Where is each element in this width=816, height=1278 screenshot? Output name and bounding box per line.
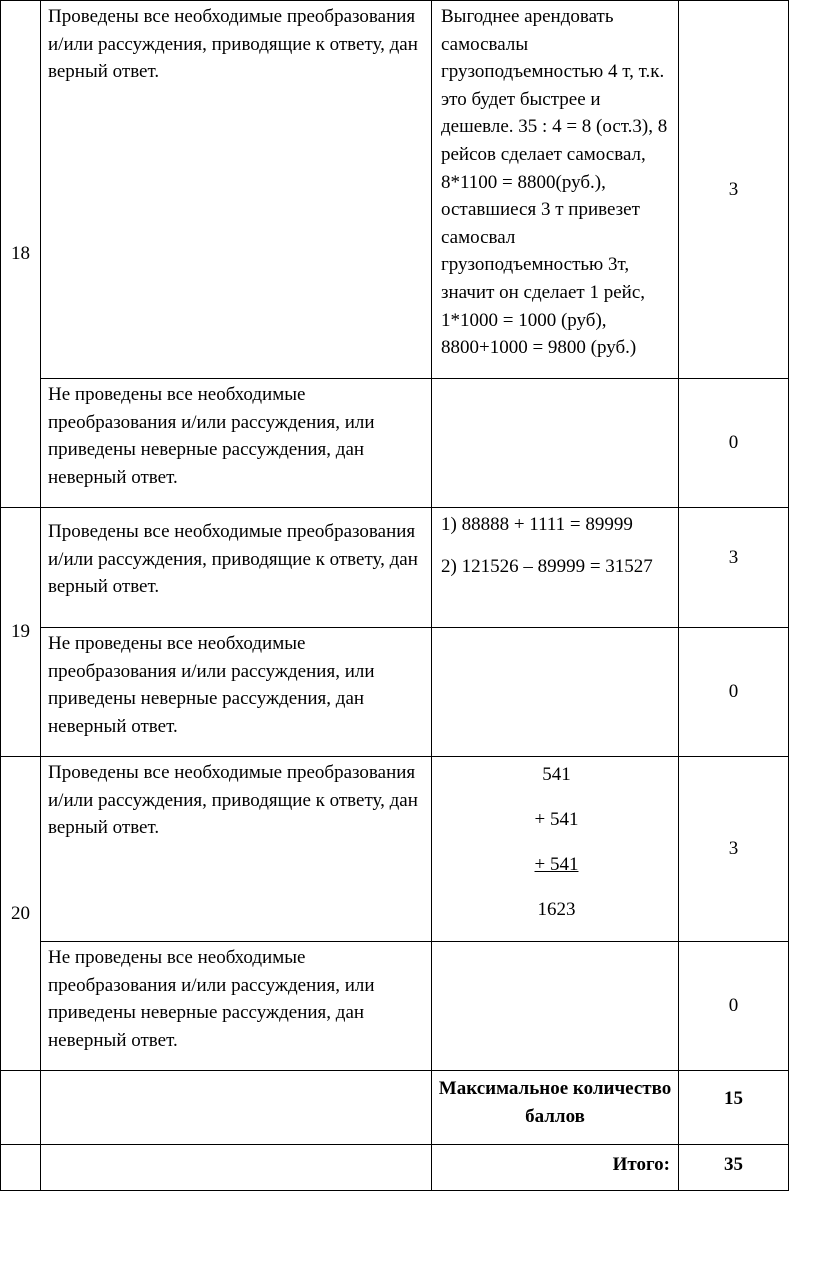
total-row	[1, 1145, 789, 1191]
task-20-incorrect-row	[1, 942, 789, 1071]
solution-line: 1) 88888 + 1111 = 89999	[441, 514, 633, 535]
solution-text	[432, 508, 679, 628]
criterion-text: Не проведены все необходимые преобразования и/или рассуждения, или приведены неверные рассуждения, дан неверный ответ.	[41, 942, 432, 1071]
arithmetic-column	[432, 757, 679, 942]
empty-cell	[1, 1071, 41, 1145]
solution-empty	[432, 628, 679, 757]
criterion-text: Не проведены все необходимые преобразования и/или рассуждения, или приведены неверные рассуждения, дан неверный ответ.	[41, 628, 432, 757]
points-cell: 3	[679, 1, 789, 379]
addend-line: + 541	[534, 809, 579, 830]
task-18-incorrect-row	[1, 379, 789, 508]
solution-empty	[432, 942, 679, 1071]
addend-line: 541	[542, 764, 571, 785]
solution-empty	[432, 379, 679, 508]
criterion-text: Проведены все необходимые преобразования и/или рассуждения, приводящие к ответу, дан верный ответ.	[41, 757, 432, 942]
points-cell: 0	[679, 628, 789, 757]
addend-line-underlined: + 541	[534, 854, 579, 875]
solution-text	[432, 1, 679, 379]
points-cell: 0	[679, 379, 789, 508]
empty-cell	[41, 1145, 432, 1191]
points-cell: 3	[679, 757, 789, 942]
solution-line: 2) 121526 – 89999 = 31527	[441, 555, 653, 577]
max-points-row	[1, 1071, 789, 1145]
total-label: Итого:	[432, 1145, 679, 1191]
task-number: 18	[1, 1, 41, 508]
task-20-correct-row	[1, 757, 789, 942]
sum-line: 1623	[537, 899, 576, 920]
task-19-correct-row	[1, 508, 789, 628]
task-19-incorrect-row	[1, 628, 789, 757]
max-points-value: 15	[679, 1071, 789, 1145]
solution-paragraph: Выгоднее арендовать самосвалы грузоподъемностью 4 т, т.к. это будет быстрее и дешевле. 35 : 4 = 8 (ост.3), 8 рейсов сделает самосвал, 8*1100 = 8800(руб.), оставшиеся 3 т привезет самосвал грузоподъемностью 3т, значит он сделает 1 рейс, 1*1000 = 1000 (руб), 8800+1000 = 9800 (руб.)	[441, 6, 668, 359]
max-points-label: Максимальное количество баллов	[432, 1071, 679, 1145]
points-cell: 0	[679, 942, 789, 1071]
empty-cell	[41, 1071, 432, 1145]
empty-cell	[1, 1145, 41, 1191]
criterion-text: Проведены все необходимые преобразования и/или рассуждения, приводящие к ответу, дан верный ответ.	[41, 508, 432, 628]
criterion-text: Проведены все необходимые преобразования и/или рассуждения, приводящие к ответу, дан верный ответ.	[41, 1, 432, 379]
total-value: 35	[679, 1145, 789, 1191]
points-cell: 3	[679, 508, 789, 628]
task-number: 20	[1, 757, 41, 1071]
criterion-text: Не проведены все необходимые преобразования и/или рассуждения, или приведены неверные рассуждения, дан неверный ответ.	[41, 379, 432, 508]
task-18-correct-row	[1, 1, 789, 379]
task-number: 19	[1, 508, 41, 757]
